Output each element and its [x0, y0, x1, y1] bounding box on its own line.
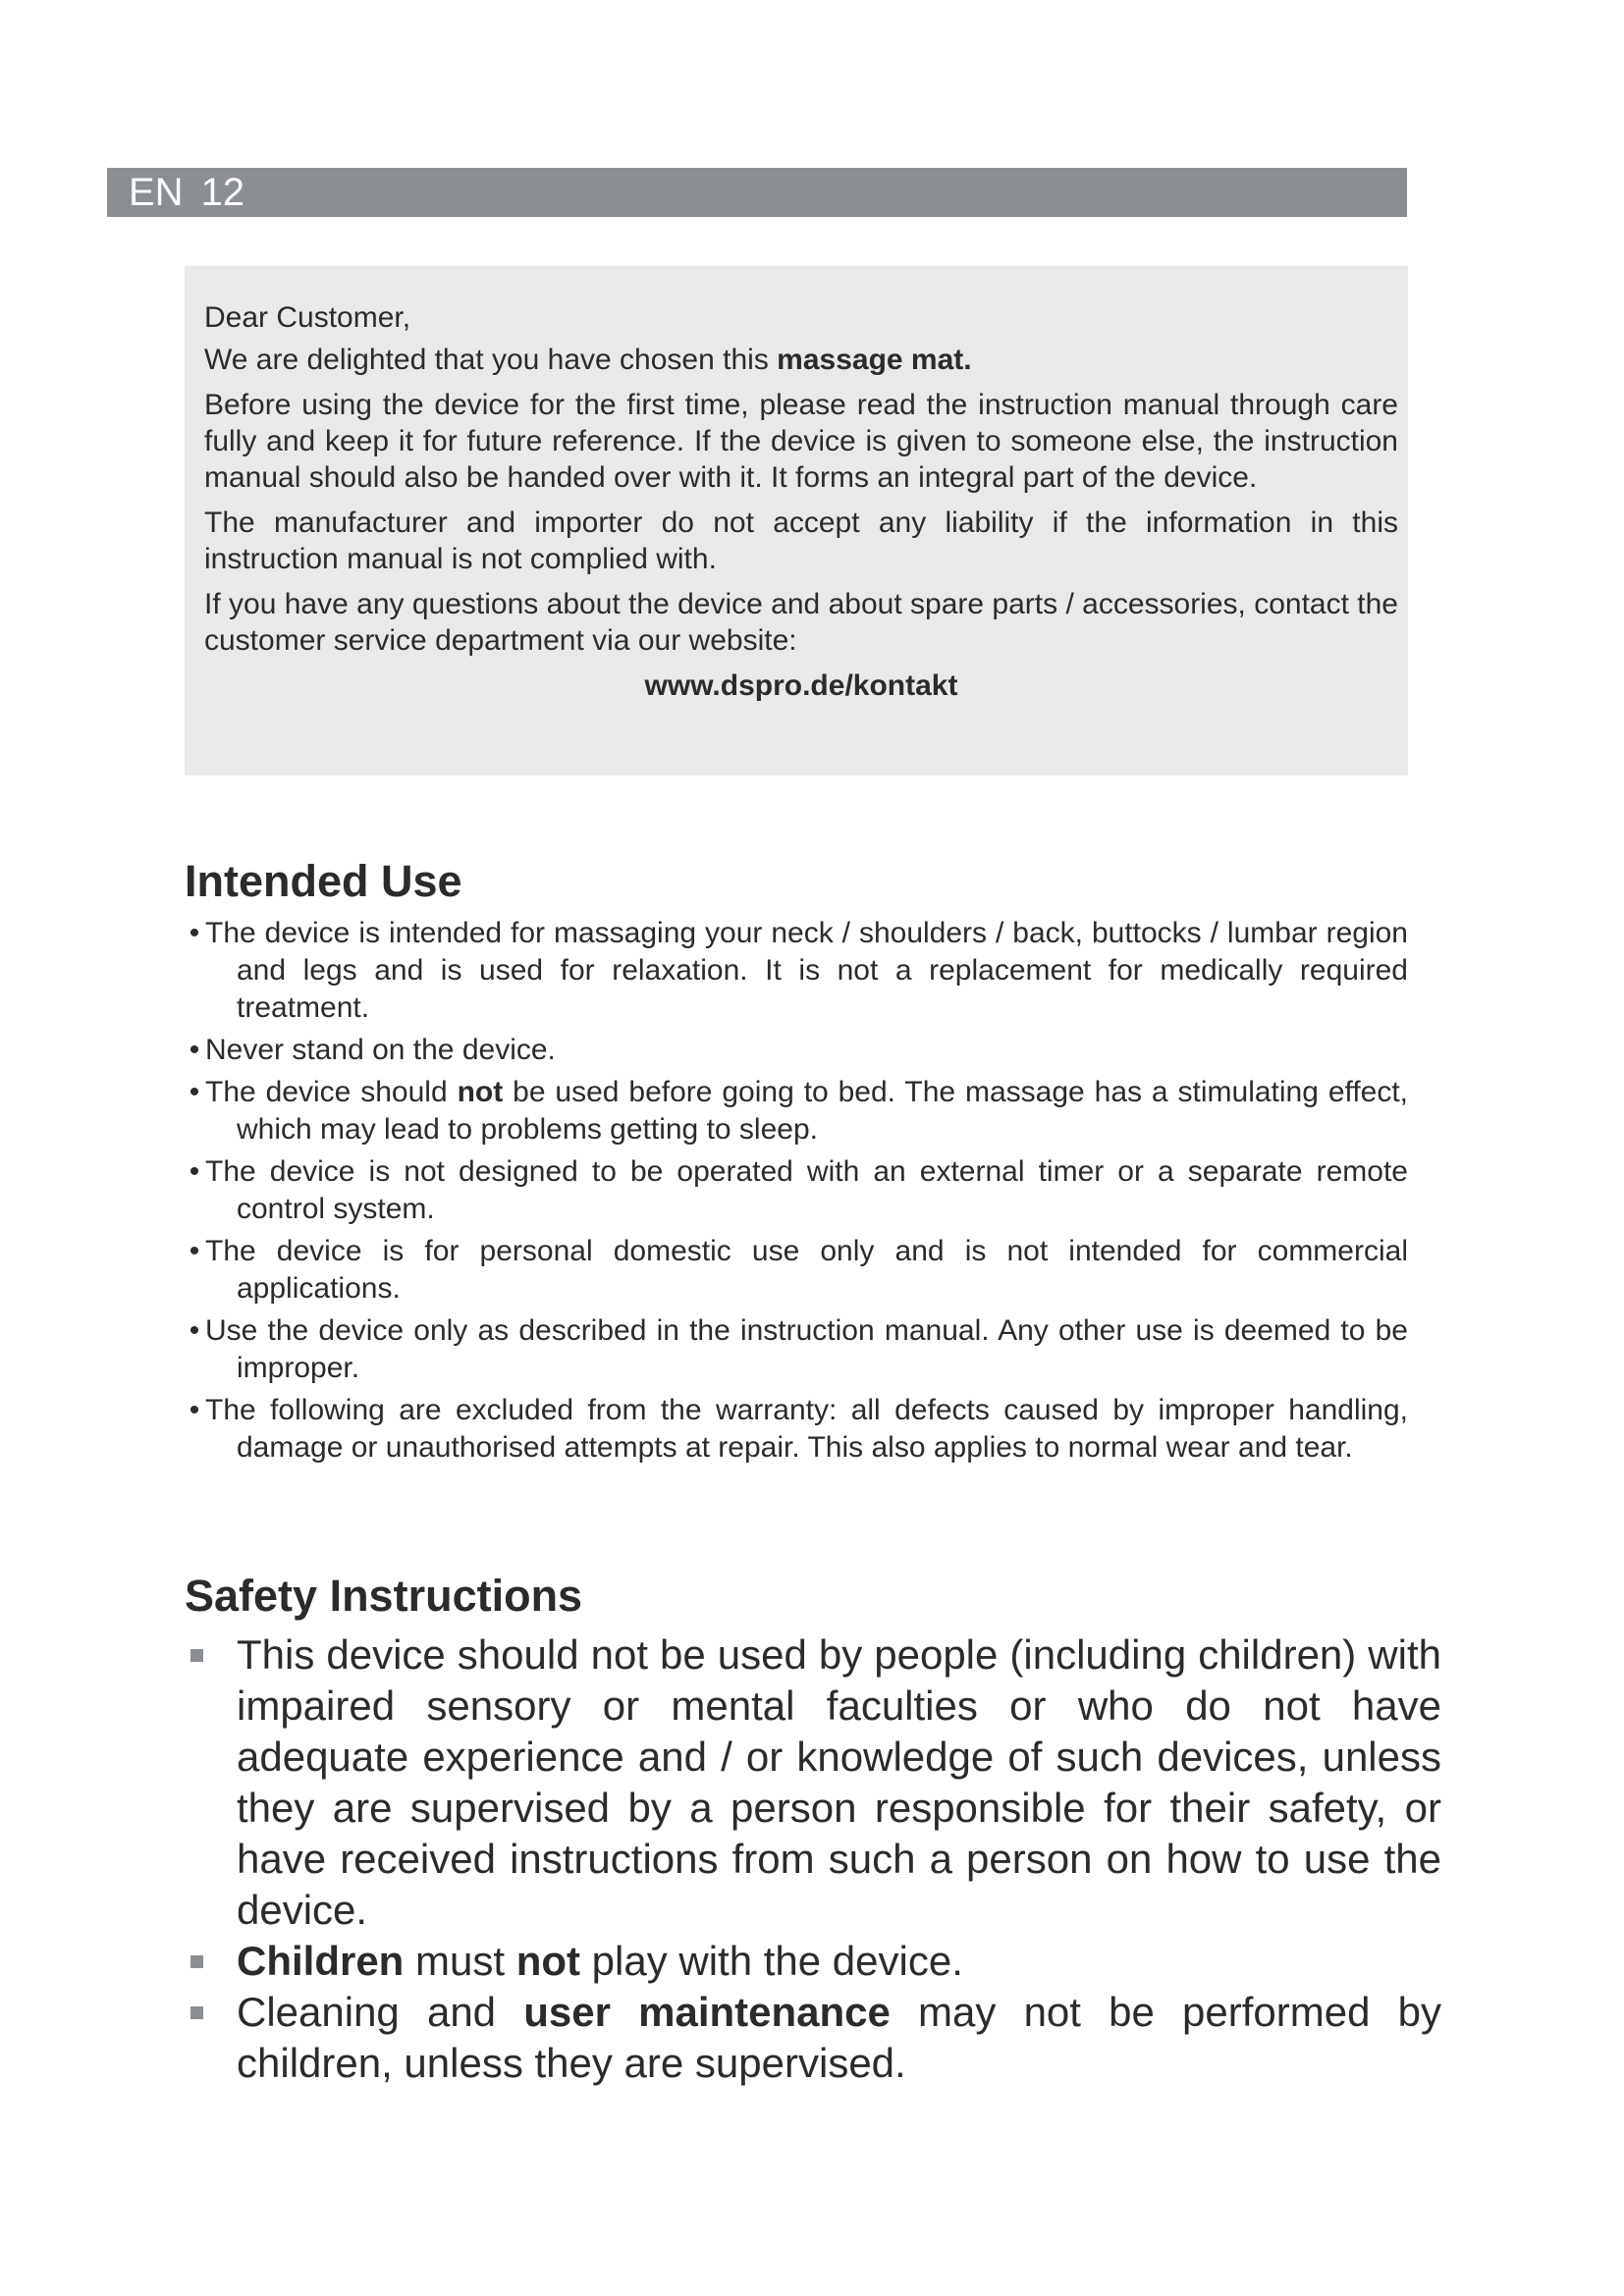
list-item-text-part: must — [404, 1938, 516, 1984]
list-item — [185, 1153, 1408, 1228]
bullet-icon: • — [189, 1155, 200, 1188]
bullet-icon: • — [189, 1235, 200, 1267]
intro-box — [185, 266, 1408, 775]
list-item — [185, 1629, 1441, 1936]
list-item-text: Use the device only as described in the instruction manual. Any other use is deemed to be improper. — [205, 1314, 1408, 1384]
list-item-text: The device is not designed to be operated with an external timer or a separate remote control system. — [205, 1155, 1408, 1225]
list-item-emphasis: Children — [237, 1938, 405, 1984]
intended-use-list — [185, 915, 1408, 1471]
bullet-icon: • — [189, 1394, 200, 1426]
intro-paragraph-1: Before using the device for the first time, please read the instruction manual through care fully and keep it for future reference. If the device is given to someone else, the instruction manual should also be handed over with it. It forms an integral part of the device. — [204, 389, 1398, 494]
page-header-bar — [107, 168, 1407, 217]
square-bullet-icon — [190, 1649, 203, 1662]
list-item — [185, 1233, 1408, 1308]
bullet-icon: • — [189, 1034, 200, 1066]
list-item — [185, 1032, 1408, 1069]
intro-paragraph-2: The manufacturer and importer do not accept any liability if the information in this instruction manual is not complied with. — [204, 507, 1398, 575]
list-item — [185, 1074, 1408, 1148]
list-item — [185, 915, 1408, 1027]
list-item-text-part: The device should — [205, 1076, 458, 1108]
safety-instructions-heading: Safety Instructions — [185, 1571, 583, 1621]
intro-line-1 — [204, 342, 1398, 378]
bullet-icon: • — [189, 1314, 200, 1347]
square-bullet-icon — [190, 2006, 203, 2019]
list-item — [185, 1987, 1441, 2089]
intended-use-heading: Intended Use — [185, 856, 462, 906]
language-code: EN — [129, 171, 184, 214]
website-link[interactable]: www.dspro.de/kontakt — [644, 669, 958, 702]
square-bullet-icon — [190, 1955, 203, 1968]
list-item-emphasis: not — [457, 1076, 504, 1108]
list-item-text-part: play with the device. — [580, 1938, 963, 1984]
safety-list — [185, 1629, 1441, 2089]
page-number: 12 — [200, 171, 245, 214]
list-item-text — [205, 1076, 1408, 1146]
list-item-text: The device is intended for massaging your neck / shoulders / back, buttocks / lumbar region and legs and is used for relaxation. It is not a replacement for medically required treatment. — [205, 917, 1408, 1024]
product-name: massage mat. — [777, 344, 972, 376]
intro-paragraph-3: If you have any questions about the device and about spare parts / accessories, contact the customer service department via our website: — [204, 588, 1398, 657]
intro-line-1-text: We are delighted that you have chosen this — [204, 344, 778, 376]
greeting: Dear Customer, — [204, 301, 411, 334]
list-item-text-part: be used before going to bed. The massage has a stimulating effect, which may lead to problems getting to sleep. — [237, 1076, 1409, 1146]
list-item — [185, 1392, 1408, 1467]
bullet-icon: • — [189, 1076, 200, 1108]
list-item — [185, 1936, 1441, 1987]
list-item-text: The device is for personal domestic use only and is not intended for commercial applications. — [205, 1235, 1408, 1305]
list-item-text: Never stand on the device. — [205, 1034, 556, 1066]
list-item-text-part: Cleaning and — [237, 1989, 524, 2035]
list-item — [185, 1312, 1408, 1387]
list-item-text-part: may not be performed by children, unless they are supervised. — [237, 1989, 1441, 2086]
list-item-emphasis: not — [515, 1938, 580, 1984]
list-item-emphasis: user maintenance — [523, 1989, 891, 2035]
list-item-text: The following are excluded from the warranty: all defects caused by improper handling, damage or unauthorised attempts at repair. This also applies to normal wear and tear. — [205, 1394, 1408, 1464]
bullet-icon: • — [189, 917, 200, 949]
list-item-text: This device should not be used by people (including children) with impaired sensory or mental faculties or who do not have adequate experience and / or knowledge of such devices, unless they are supervised by a person responsible for their safety, or have received instructions from such a person on how to use the device. — [237, 1631, 1441, 1933]
